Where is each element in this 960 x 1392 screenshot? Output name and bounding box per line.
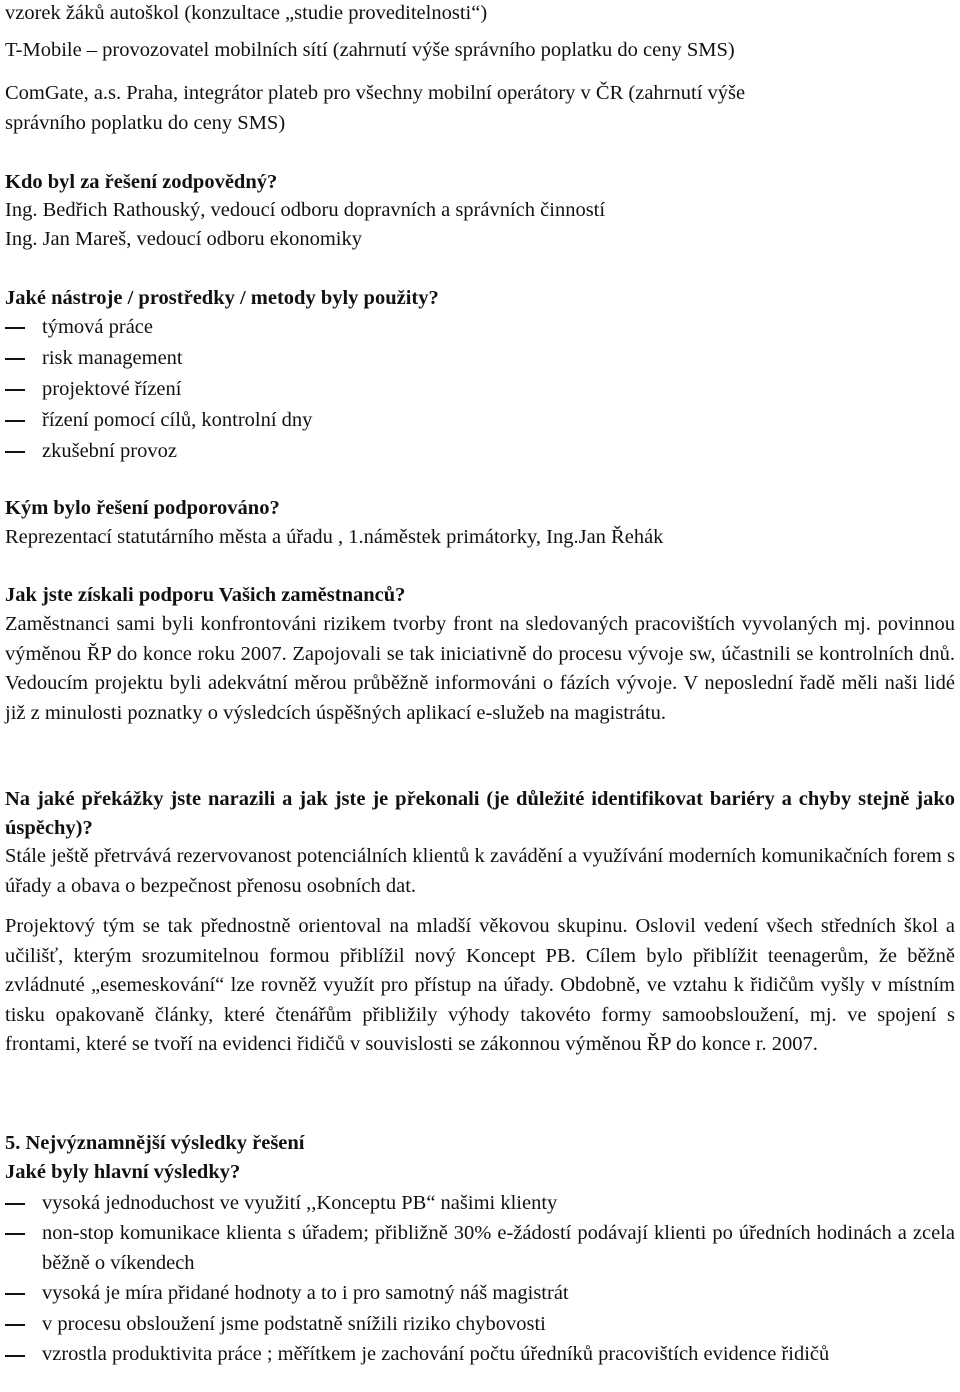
list-item: risk management <box>5 343 955 373</box>
dash-bullet-icon <box>5 1203 25 1205</box>
dash-bullet-icon <box>5 451 25 453</box>
partner-line: správního poplatku do ceny SMS) <box>5 112 286 134</box>
partner-line: ComGate, a.s. Praha, integrátor plateb pro všechny mobilní operátory v ČR (zahrnutí výše <box>5 82 746 104</box>
list-item: vysoká jednoduchost ve využití ,,Konceptu PB“ našimi klienty <box>5 1188 955 1218</box>
list-item: projektové řízení <box>5 374 955 404</box>
list-item: týmová práce <box>5 312 955 342</box>
list-item: vzrostla produktivita práce ; měřítkem je zachování počtu úředníků pracovištích evidence řidičů <box>5 1340 955 1368</box>
list-item: vysoká je míra přidané hodnoty a to i pro samotný náš magistrát <box>5 1278 955 1308</box>
dash-bullet-icon <box>5 1355 25 1357</box>
list-item: v procesu obsloužení jsme podstatně snížili riziko chybovosti <box>5 1309 955 1339</box>
responsible-heading: Kdo byl za řešení zodpovědný? <box>5 171 278 193</box>
employees-paragraph: Zaměstnanci sami byli konfrontováni rizikem tvorby front na sledovaných pracovištích vyvolaných mj. povinnou výměnou ŘP do konce roku 2007. Zapojovali se tak iniciativně do procesu vývoje sw, účastnili se kontrolních dnů. Vedoucím projektu byli adekvátní měrou průběžně informováni o fázích vývoje. V neposlední řadě měli naši lidé již z minulosti poznatky o výsledcích úspěšných aplikací e-služeb na magistrátu. <box>5 613 955 724</box>
tools-heading: Jaké nástroje / prostředky / metody byly použity? <box>5 287 439 309</box>
dash-bullet-icon <box>5 358 25 360</box>
results-heading: Jaké byly hlavní výsledky? <box>5 1161 241 1183</box>
results-section-title: 5. Nejvýznamnější výsledky řešení <box>5 1132 305 1154</box>
support-text: Reprezentací statutárního města a úřadu , 1.náměstek primátorky, Ing.Jan Řehák <box>5 526 664 548</box>
responsible-person: Ing. Bedřich Rathouský, vedoucí odboru dopravních a správních činností <box>5 199 606 221</box>
partner-line: T-Mobile – provozovatel mobilních sítí (zahrnutí výše správního poplatku do ceny SMS) <box>5 39 735 61</box>
list-item: zkušební provoz <box>5 436 955 466</box>
dash-bullet-icon <box>5 1233 25 1235</box>
dash-bullet-icon <box>5 389 25 391</box>
dash-bullet-icon <box>5 420 25 422</box>
partner-line: vzorek žáků autoškol (konzultace „studie proveditelnosti“) <box>5 2 488 24</box>
dash-bullet-icon <box>5 327 25 329</box>
list-item: non-stop komunikace klienta s úřadem; přibližně 30% e-žádostí podávají klienti po úředních hodinách a zcela běžně o víkendech <box>5 1218 955 1278</box>
obstacles-heading: Na jaké překážky jste narazili a jak jste je překonali (je důležité identifikovat bariéry a chyby stejně jako úspěchy)? <box>5 788 955 839</box>
support-heading: Kým bylo řešení podporováno? <box>5 497 280 519</box>
obstacles-paragraph: Projektový tým se tak přednostně orientoval na mladší věkovou skupinu. Oslovil vedení všech středních škol a učilišť, kterým srozumitelnou formou přiblížil nový Koncept PB. Cílem bylo přiblížit teenagerům, že běžně zvládnuté „esemeskování“ lze rovněž využít pro přístup na úřady. Obdobně, ve vztahu k řidičům vyšly v místním tisku opakovaně články, které čtenářům přibližily výhody takovéto formy samoobsloužení, mj. ve spojení s frontami, které se tvoří na evidenci řidičů v souvislosti se zákonnou výměnou ŘP do konce r. 2007. <box>5 915 955 1055</box>
employees-heading: Jak jste získali podporu Vašich zaměstnanců? <box>5 584 406 606</box>
list-item: řízení pomocí cílů, kontrolní dny <box>5 405 955 435</box>
obstacles-paragraph: Stále ještě přetrvává rezervovanost potenciálních klientů k zavádění a využívání moderních komunikačních forem s úřady a obava o bezpečnost přenosu osobních dat. <box>5 845 955 897</box>
responsible-person: Ing. Jan Mareš, vedoucí odboru ekonomiky <box>5 228 362 250</box>
dash-bullet-icon <box>5 1293 25 1295</box>
dash-bullet-icon <box>5 1324 25 1326</box>
